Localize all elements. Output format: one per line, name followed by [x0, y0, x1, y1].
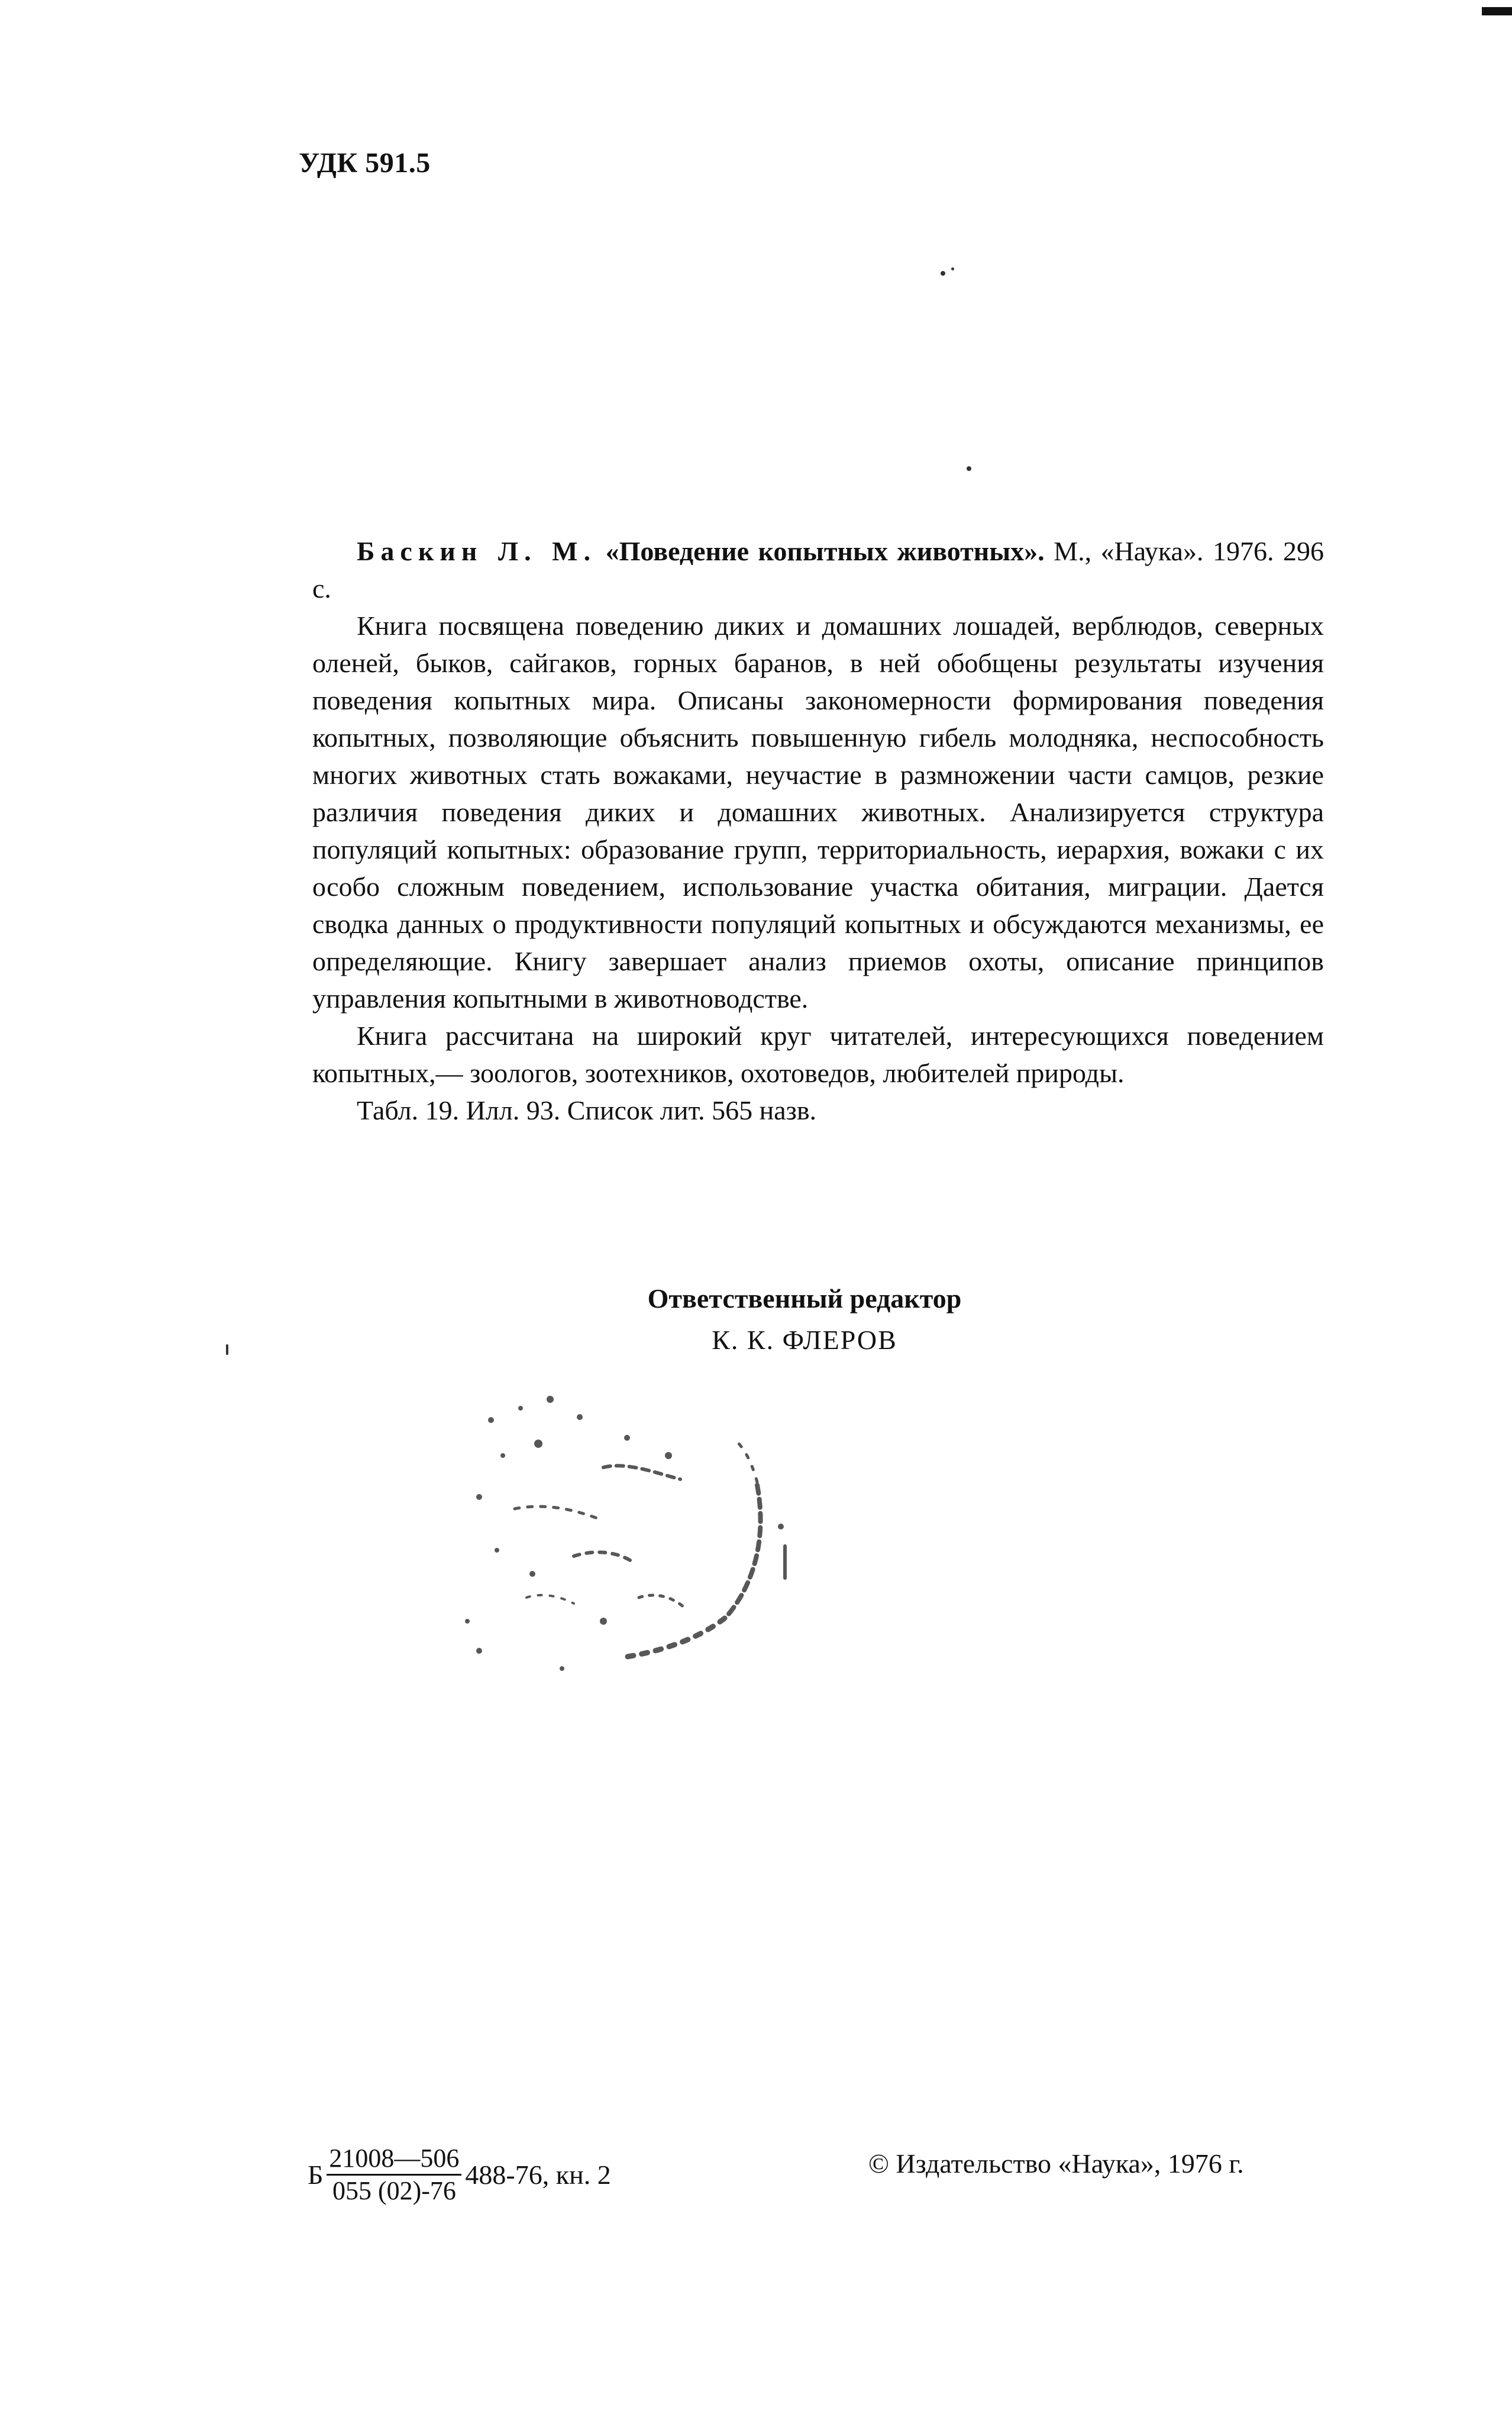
citation-pages: 296 с.	[312, 536, 1324, 604]
classification-fraction	[327, 2143, 461, 2206]
citation-paragraph	[312, 533, 1324, 607]
citation-publisher: М., «Наука». 1976.	[1044, 536, 1274, 566]
scan-speck	[967, 466, 971, 471]
bibliographic-stats: Табл. 19. Илл. 93. Список лит. 565 назв.	[357, 1095, 817, 1125]
scan-speck	[941, 271, 945, 276]
scan-speck	[226, 1344, 228, 1355]
editor-block	[592, 1278, 1017, 1361]
abstract-block	[312, 533, 1324, 1129]
abstract-paragraph: Книга посвящена поведению диких и домашних лошадей, верблюдов, северных оленей, быков, сайгаков, горных баранов, в ней обобщены результаты изучения поведения копытных мира. Описаны закономерности формирования поведения копытных, позволяющие объяснить повышенную гибель молодняка, неспособность многих животных стать вожаками, неучастие в размножении части самцов, резкие различия поведения диких и домашних животных. Анализируется структура популяций копытных: образование групп, территориальность, иерархия, вожаки с их особо сложным поведением, использование участка обитания, миграции. Дается сводка данных о продуктивности популяций копытных и обсуждаются механизмы, ее определяющие. Книгу завершает анализ приемов охоты, описание принципов управления копытными в животноводстве.	[312, 611, 1324, 1014]
editor-name: К. К. ФЛЕРОВ	[712, 1325, 897, 1355]
udk-code: УДК 591.5	[299, 147, 431, 179]
audience-paragraph: Книга рассчитана на широкий круг читателей, интересующихся поведением копытных,— зоологов, зоотехников, охотоведов, любителей природы.	[312, 1021, 1324, 1088]
editor-role: Ответственный редактор	[647, 1283, 962, 1314]
library-stamp-icon	[426, 1373, 793, 1704]
citation-author: Баскин Л. М.	[357, 536, 597, 566]
scan-speck	[951, 267, 954, 270]
classification-prefix: Б	[308, 2160, 324, 2190]
classification-code	[308, 2143, 611, 2206]
copyright-notice: © Издательство «Наука», 1976 г.	[868, 2148, 1244, 2179]
classification-suffix: 488-76, кн. 2	[465, 2160, 611, 2190]
citation-title: «Поведение копытных животных».	[605, 536, 1045, 566]
fraction-denominator: 055 (02)-76	[332, 2176, 456, 2205]
fraction-numerator: 21008—506	[327, 2143, 461, 2176]
corner-scan-mark	[1482, 7, 1512, 15]
